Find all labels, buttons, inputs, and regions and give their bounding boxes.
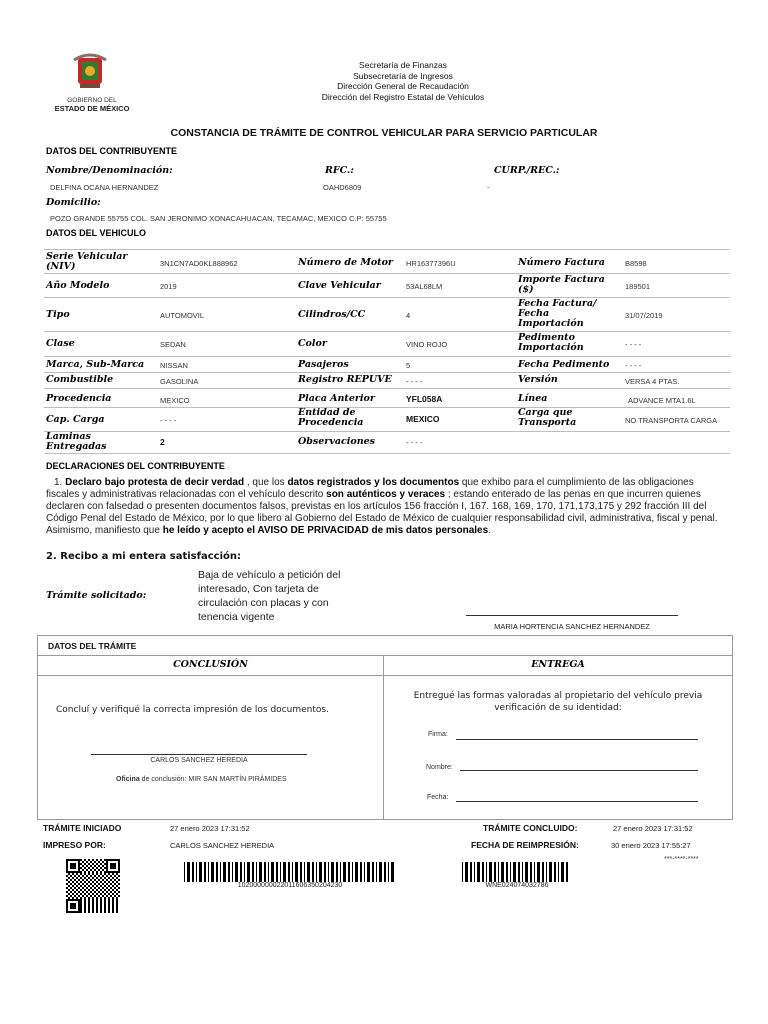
carga-transporta-label: Carga que Transporta — [518, 407, 577, 428]
entrega-line: verificación de su identidad: — [494, 703, 622, 713]
version-value: VERSA 4 PTAS. — [625, 377, 680, 386]
anio-label: Año Modelo — [46, 280, 110, 291]
observaciones-value: - - - - — [406, 438, 423, 447]
declaration-text: que exhibo para el cumplimiento de las obligaciones fiscales y administrativas relacionadas con el vehículo descrito — [46, 477, 694, 500]
divider — [44, 431, 730, 432]
entrega-title: ENTREGA — [531, 659, 585, 670]
oficina-line — [116, 776, 287, 783]
factura-label: Número Factura — [518, 257, 605, 268]
combustible-value: GASOLINA — [160, 377, 199, 386]
tramite-line: interesado, Con tarjeta de — [198, 583, 319, 595]
tramite-solicitado-value — [198, 568, 340, 624]
color-label: Color — [298, 338, 327, 349]
pasajeros-value: 5 — [406, 361, 411, 370]
factura-value: B8598 — [625, 259, 647, 268]
divider — [38, 675, 732, 676]
observaciones-label: Observaciones — [298, 436, 376, 447]
header-line: Dirección del Registro Estatal de Vehículos — [321, 91, 485, 102]
iniciado-label: TRÁMITE INICIADO — [43, 823, 122, 833]
conclusion-text: Concluí y verifiqué la correcta impresión de los documentos. — [56, 705, 329, 715]
declaration-text: son auténticos y veraces — [326, 489, 446, 500]
header-line: Secretaría de Finanzas — [359, 60, 447, 70]
declaration-text: . — [488, 525, 491, 536]
conclusion-signer: CARLOS SANCHEZ HEREDIA — [150, 757, 248, 764]
declaration-paragraph — [46, 477, 726, 537]
code-mask: ***-****-**** — [664, 856, 699, 863]
entidad-value: MEXICO — [406, 414, 440, 424]
header-line: Subsecretaría de Ingresos — [353, 70, 453, 81]
section-contribuyente: DATOS DEL CONTRIBUYENTE — [46, 146, 178, 156]
concluido-value: 27 enero 2023 17:31:52 — [613, 824, 693, 833]
fecha-field-label: Fecha: — [427, 794, 449, 801]
clase-label: Clase — [46, 338, 75, 349]
header-line: Dirección General de Recaudación — [337, 81, 469, 91]
clave-label: Clave Vehicular — [298, 280, 381, 291]
declaration-text: ; estando enterado de las penas en que incurren quienes declaren con falsedad o presenten documentos falsos, previstas en los artículos 156 fracción I, 167. 168, 169, 170, 171,173,175 y 292 fracción III del Código Penal del Estado de México, por lo que libero al Gobierno del Estado de México de cualquier responsabilidad civil, administrativa, fiscal y penal. Asimismo, manifiesto que — [46, 489, 718, 536]
svg-text:GOBIERNO DEL: GOBIERNO DEL — [67, 97, 117, 104]
government-logo — [46, 52, 138, 114]
tipo-value: AUTOMOVIL — [160, 311, 205, 320]
barcode-icon — [184, 862, 396, 882]
divider — [44, 372, 730, 373]
section-tramite: DATOS DEL TRÁMITE — [48, 641, 137, 651]
divider — [44, 249, 730, 250]
oficina-label: Oficina — [116, 776, 140, 783]
marca-value: NISSAN — [160, 361, 188, 370]
combustible-label: Combustible — [46, 374, 114, 385]
clave-value: 53AL68LM — [406, 282, 443, 291]
carga-value: - - - - — [160, 416, 177, 425]
entrega-text — [384, 690, 732, 714]
impreso-label: IMPRESO POR: — [43, 840, 106, 850]
fecha-factura-value: 31/07/2019 — [625, 311, 663, 320]
divider — [44, 297, 730, 298]
motor-label: Número de Motor — [298, 257, 393, 268]
tramite-line: Baja de vehículo a petición del — [198, 569, 341, 581]
cilindros-label: Cilindros/CC — [298, 309, 366, 320]
procedencia-value: MEXICO — [160, 396, 190, 405]
recibo-heading: 2. Recibo a mi entera satisfacción: — [46, 551, 241, 562]
barcode-icon — [462, 862, 572, 882]
divider — [44, 331, 730, 332]
motor-value: HR16377396U — [406, 259, 456, 268]
divider — [44, 356, 730, 357]
rfc-value: OAHD6809 — [323, 183, 362, 192]
importe-label: Importe Factura ($) — [518, 274, 605, 295]
clase-value: SEDAN — [160, 340, 186, 349]
iniciado-value: 27 enero 2023 17:31:52 — [170, 824, 250, 833]
repuve-value: - - - - — [406, 377, 423, 386]
firma-field[interactable] — [456, 739, 698, 740]
document-title: CONSTANCIA DE TRÁMITE DE CONTROL VEHICULAR PARA SERVICIO PARTICULAR — [170, 127, 598, 139]
barcode-number: WNE024074032786 — [485, 882, 549, 889]
carga-transporta-value: NO TRANSPORTA CARGA — [625, 416, 718, 425]
section-declaraciones: DECLARACIONES DEL CONTRIBUYENTE — [46, 461, 225, 471]
tramite-box — [37, 635, 733, 820]
nombre-field[interactable] — [460, 770, 698, 771]
nombre-value: DELFINA OCANA HERNANDEZ — [50, 183, 159, 192]
divider — [44, 273, 730, 274]
curp-value: - — [487, 183, 490, 192]
firma-label: Firma: — [428, 731, 448, 738]
linea-label: Línea — [518, 393, 548, 404]
divider — [383, 655, 384, 819]
conclusion-title: CONCLUSIÓN — [173, 659, 248, 670]
barcode-number: 102000000022011606350204230 — [237, 882, 343, 889]
tramite-solicitado-label: Trámite solicitado: — [46, 590, 147, 601]
repuve-label: Registro REPUVE — [298, 374, 392, 385]
tramite-line: tenencia vigente — [198, 611, 275, 623]
serie-value: 3N1CN7AD0KL888962 — [160, 259, 238, 268]
domicilio-label: Domicilio: — [46, 197, 101, 208]
signature-line — [91, 754, 307, 755]
carga-label: Cap. Carga — [46, 414, 105, 425]
marca-label: Marca, Sub-Marca — [46, 359, 145, 370]
qr-code-icon — [66, 859, 120, 913]
fecha-pedimento-value: - - - - — [625, 361, 642, 370]
procedencia-label: Procedencia — [46, 393, 112, 404]
declaration-text: Declaro bajo protesta de decir verdad — [65, 477, 245, 488]
laminas-value: 2 — [160, 437, 165, 447]
pasajeros-label: Pasajeros — [298, 359, 349, 370]
placa-value: YFL058A — [406, 394, 443, 404]
signature-line — [466, 615, 678, 616]
nombre-field-label: Nombre: — [426, 764, 453, 771]
pedimento-value: - - - - — [625, 340, 642, 349]
concluido-label: TRÁMITE CONCLUIDO: — [483, 823, 578, 833]
laminas-label: Laminas Entregadas — [46, 431, 107, 452]
entrega-line: Entregué las formas valoradas al propietario del vehículo previa — [413, 691, 703, 701]
tipo-label: Tipo — [46, 309, 70, 320]
divider — [44, 453, 730, 454]
entidad-label: Entidad de Procedencia — [298, 407, 364, 428]
tramite-line: circulación con placas y con — [198, 597, 329, 609]
agency-header — [250, 60, 556, 102]
curp-label: CURP./REC.: — [494, 165, 560, 176]
declaration-text: he leído y acepto el AVISO DE PRIVACIDAD de mis datos personales — [162, 525, 489, 536]
domicilio-value: POZO GRANDE 55755 COL. SAN JERONIMO XONACAHUACAN, TECAMAC, MEXICO C.P: 55755 — [50, 214, 387, 223]
linea-value: ADVANCE MTA1.6L — [628, 396, 696, 405]
version-label: Versión — [518, 374, 558, 385]
nombre-label: Nombre/Denominación: — [46, 165, 173, 176]
declaration-text: datos registrados y los documentos — [287, 477, 460, 488]
cilindros-value: 4 — [406, 311, 411, 320]
firmante-name: MARIA HORTENCIA SANCHEZ HERNANDEZ — [494, 622, 650, 631]
oficina-value: de conclusión: MIR SAN MARTÍN PIRÁMIDES — [139, 776, 287, 783]
divider — [38, 655, 732, 656]
reimpresion-value: 30 enero 2023 17:55:27 — [611, 841, 691, 850]
svg-text:ESTADO DE MÉXICO: ESTADO DE MÉXICO — [54, 104, 130, 113]
serie-label: Serie Vehicular (NIV) — [46, 251, 128, 272]
impreso-value: CARLOS SANCHEZ HEREDIA — [170, 841, 275, 850]
declaration-text: 1. — [54, 477, 66, 488]
section-vehiculo: DATOS DEL VEHICULO — [46, 228, 147, 238]
fecha-field[interactable] — [456, 801, 698, 802]
declaration-text: , que los — [244, 477, 288, 488]
importe-value: 189501 — [625, 282, 651, 291]
reimpresion-label: FECHA DE REIMPRESIÓN: — [471, 840, 579, 850]
color-value: VINO ROJO — [406, 340, 448, 349]
rfc-label: RFC.: — [325, 165, 354, 176]
fecha-pedimento-label: Fecha Pedimento — [518, 359, 610, 370]
divider — [44, 388, 730, 389]
anio-value: 2019 — [160, 282, 177, 291]
placa-label: Placa Anterior — [298, 393, 375, 404]
fecha-factura-label: Fecha Factura/ Fecha Importación — [518, 298, 597, 329]
pedimento-label: Pedimento Importación — [518, 332, 584, 353]
